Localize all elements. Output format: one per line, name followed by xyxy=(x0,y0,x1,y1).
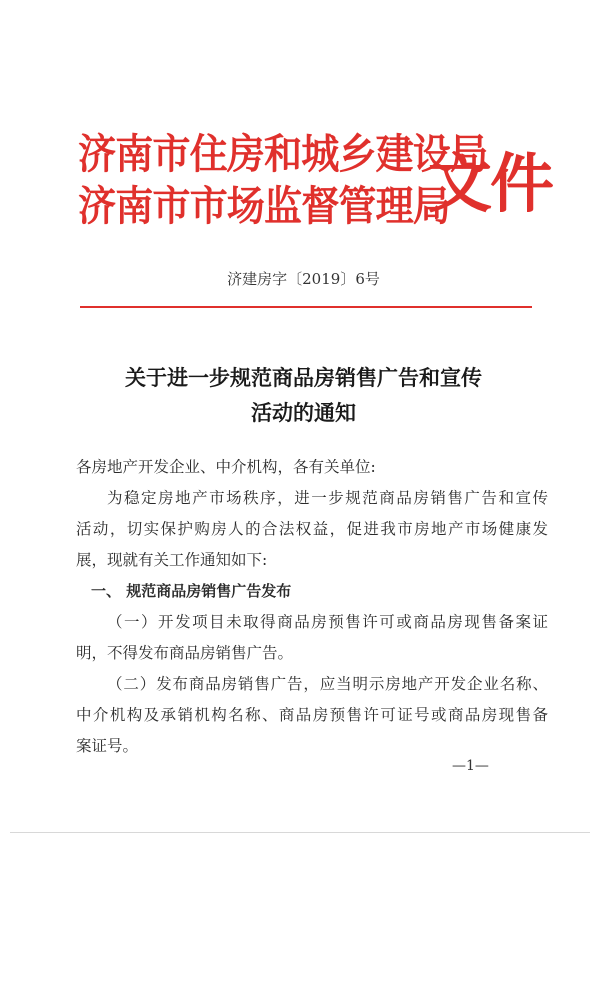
agency-name-2: 济南市市场监督管理局 xyxy=(78,182,450,230)
page-number: —1— xyxy=(452,758,489,774)
item-1-line-1: （一）开发项目未取得商品房预售许可或商品房现售备案证 xyxy=(107,613,548,631)
intro-line-2: 活动，切实保护购房人的合法权益，促进我市房地产市场健康发 xyxy=(76,520,548,538)
item-1-line-2: 明，不得发布商品房销售广告。 xyxy=(76,644,294,662)
agency-name-1: 济南市住房和城乡建设局 xyxy=(78,130,488,178)
document-number: 济建房字〔2019〕6号 xyxy=(227,270,380,288)
page-bottom-divider xyxy=(10,832,590,833)
notice-title-line-2: 活动的通知 xyxy=(251,400,356,425)
document-header xyxy=(78,130,552,242)
notice-title-line-1: 关于进一步规范商品房销售广告和宣传 xyxy=(125,365,482,390)
intro-line-3: 展，现就有关工作通知如下: xyxy=(76,551,268,569)
item-2-line-2: 中介机构及承销机构名称、商品房预售许可证号或商品房现售备 xyxy=(76,706,548,724)
section-heading-1: 一、 规范商品房销售广告发布 xyxy=(91,582,292,600)
addressee: 各房地产开发企业、中介机构，各有关单位: xyxy=(76,458,376,476)
document-type: 文件 xyxy=(428,147,552,222)
red-divider xyxy=(80,306,532,308)
item-2-line-3: 案证号。 xyxy=(76,737,139,755)
item-2-line-1: （二）发布商品房销售广告，应当明示房地产开发企业名称、 xyxy=(107,675,548,693)
intro-line-1: 为稳定房地产市场秩序，进一步规范商品房销售广告和宣传 xyxy=(107,489,548,507)
notice-body xyxy=(76,452,548,762)
